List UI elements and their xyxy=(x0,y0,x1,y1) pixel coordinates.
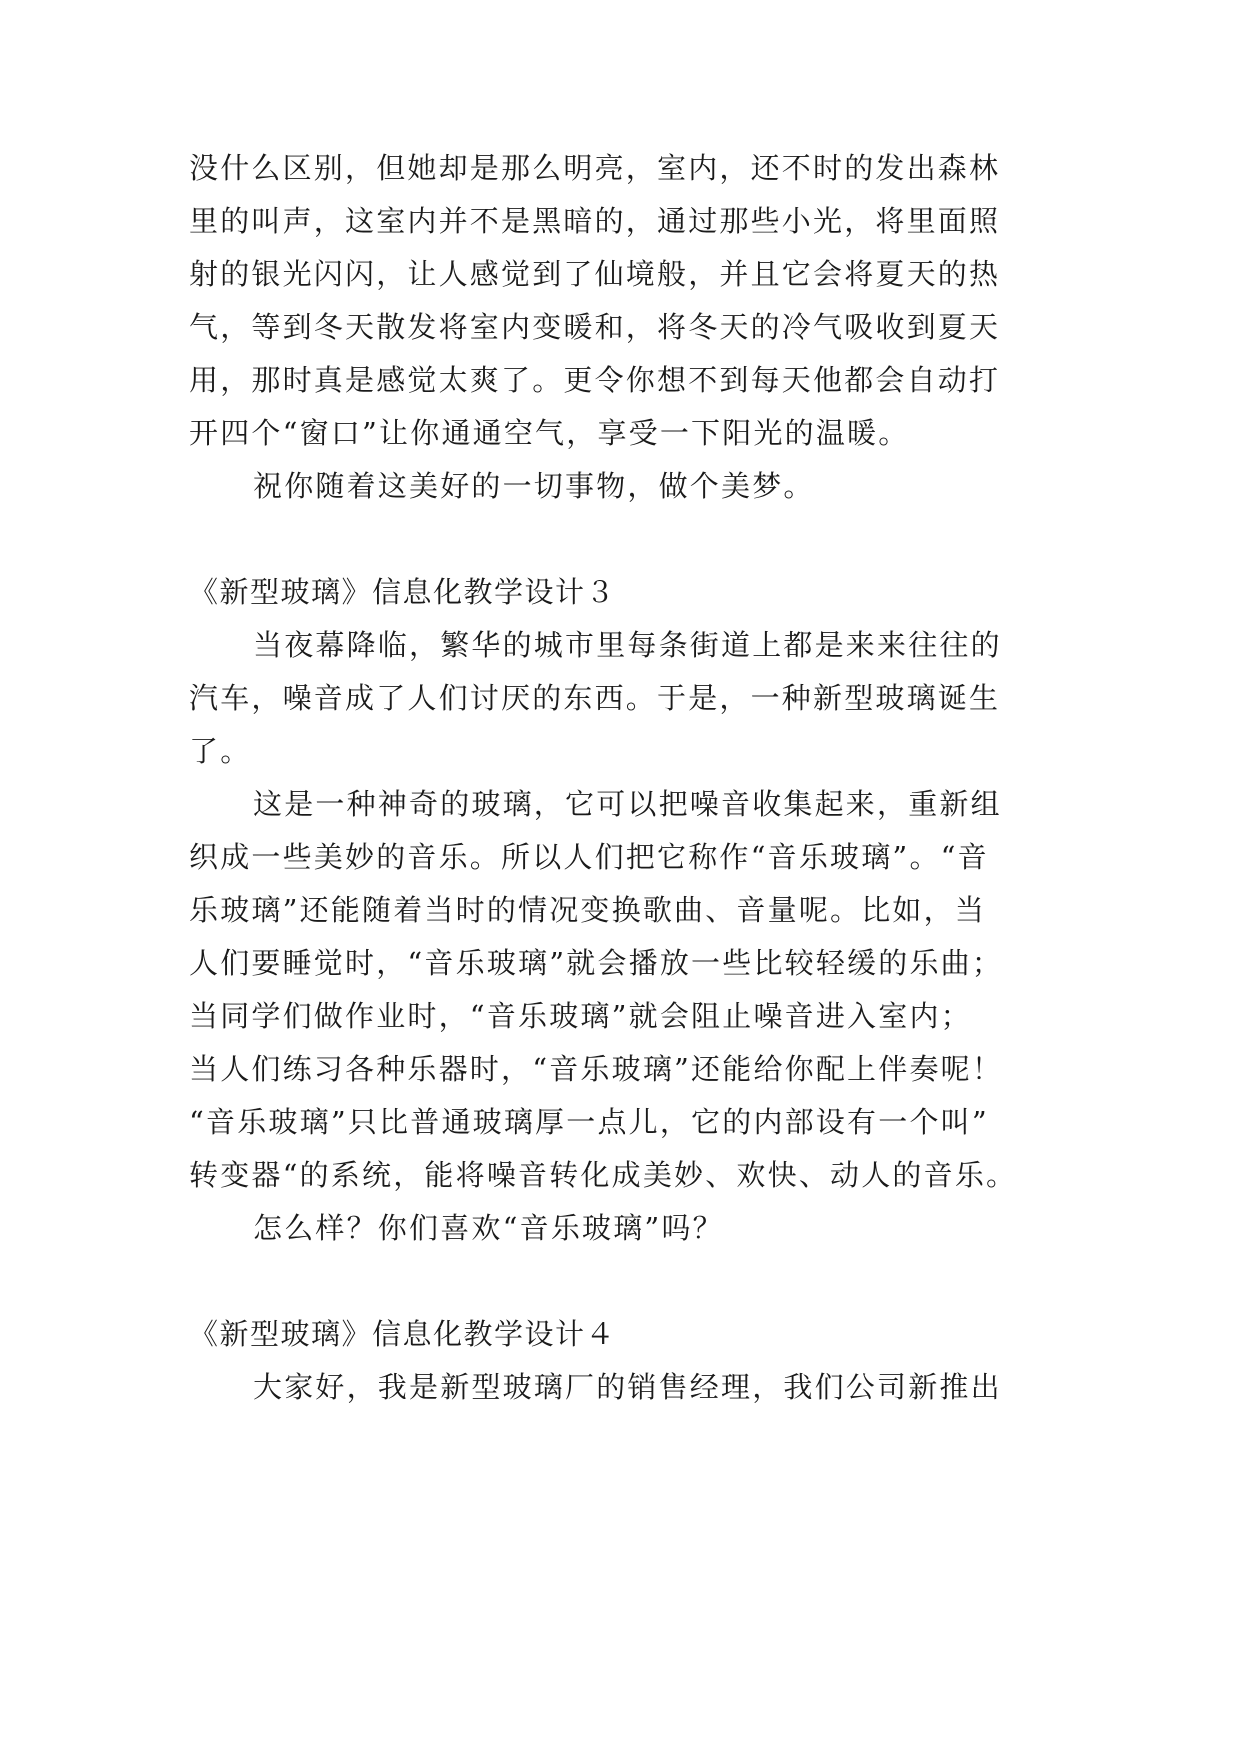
paragraph-line: 大家好，我是新型玻璃厂的销售经理，我们公司新推出 xyxy=(253,1370,1002,1404)
section-title: 《新型玻璃》信息化教学设计３ xyxy=(189,575,617,609)
paragraph-line: 织成一些美妙的音乐。所以人们把它称作“音乐玻璃”。“音 xyxy=(189,840,989,874)
paragraph-line: 气，等到冬天散发将室内变暖和，将冬天的冷气吸收到夏天 xyxy=(189,310,1001,344)
paragraph-line: 人们要睡觉时，“音乐玻璃”就会播放一些比较轻缓的乐曲； xyxy=(189,946,1004,980)
paragraph-line: 怎么样？你们喜欢“音乐玻璃”吗？ xyxy=(253,1211,724,1245)
paragraph-line: 乐玻璃”还能随着当时的情况变换歌曲、音量呢。比如，当 xyxy=(189,893,987,927)
paragraph-line: 汽车，噪音成了人们讨厌的东西。于是，一种新型玻璃诞生 xyxy=(189,681,1001,715)
paragraph-line: 这是一种神奇的玻璃，它可以把噪音收集起来，重新组 xyxy=(253,787,1002,821)
section-title: 《新型玻璃》信息化教学设计４ xyxy=(189,1317,617,1351)
paragraph-line: 开四个“窗口”让你通通空气，享受一下阳光的温暖。 xyxy=(189,416,910,450)
paragraph-line: 当同学们做作业时，“音乐玻璃”就会阻止噪音进入室内； xyxy=(189,999,972,1033)
paragraph-line: 转变器“的系统，能将噪音转化成美妙、欢快、动人的音乐。 xyxy=(189,1158,1018,1192)
paragraph-line: 当人们练习各种乐器时，“音乐玻璃”还能给你配上伴奏呢！ xyxy=(189,1052,1004,1086)
paragraph-line: “音乐玻璃”只比普通玻璃厚一点儿，它的内部设有一个叫” xyxy=(189,1105,989,1139)
closing-line: 祝你随着这美好的一切事物，做个美梦。 xyxy=(253,469,815,503)
paragraph-line: 用，那时真是感觉太爽了。更令你想不到每天他都会自动打 xyxy=(189,363,1001,397)
paragraph-line: 里的叫声，这室内并不是黑暗的，通过那些小光，将里面照 xyxy=(189,204,1001,238)
paragraph-line: 了。 xyxy=(189,734,252,768)
paragraph-line: 没什么区别，但她却是那么明亮，室内，还不时的发出森林 xyxy=(189,151,1001,185)
paragraph-line: 当夜幕降临，繁华的城市里每条街道上都是来来往往的 xyxy=(253,628,1002,662)
paragraph-line: 射的银光闪闪，让人感觉到了仙境般，并且它会将夏天的热 xyxy=(189,257,1001,291)
